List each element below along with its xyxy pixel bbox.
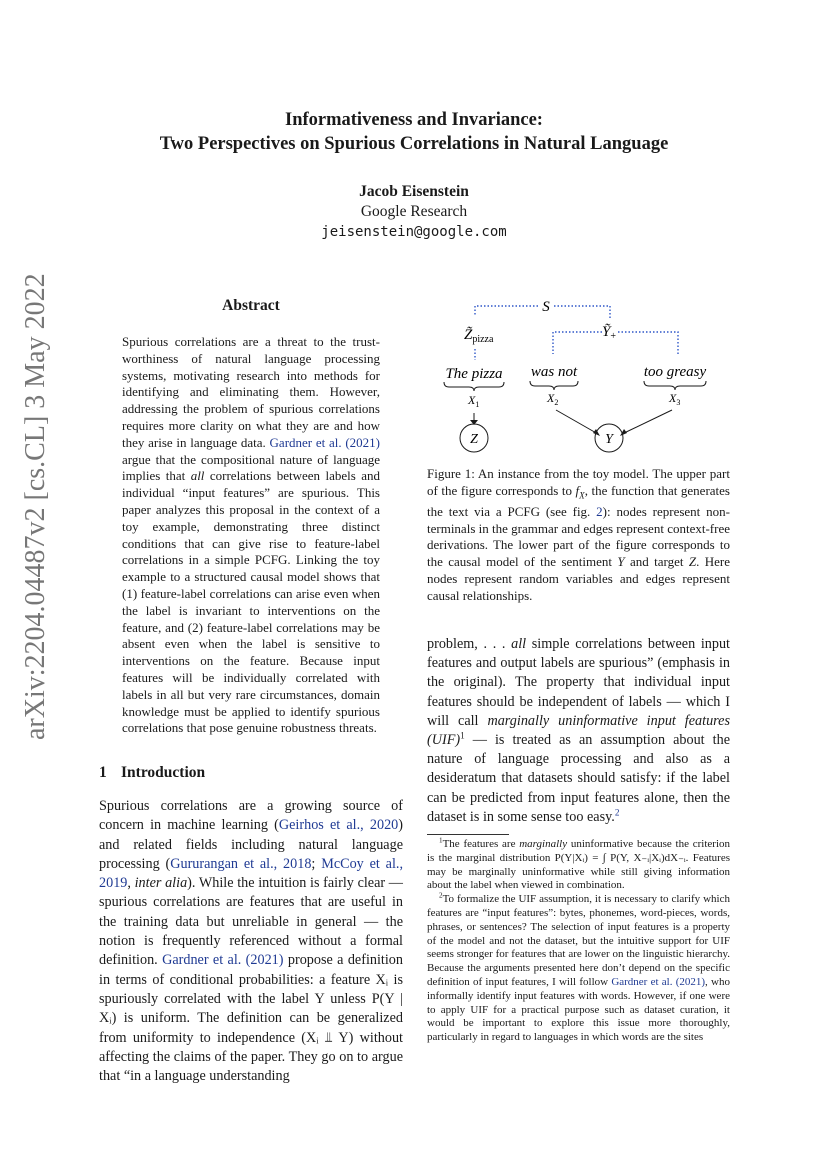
arrowhead-y-left bbox=[593, 429, 600, 436]
footnote-marker[interactable]: 2 bbox=[614, 807, 620, 818]
footnote-2: $^2$To formalize the UIF assumption, it is necessary to clarify which features are “input features”: bytes, phonemes, word-pieces, words, phrases, or sentences? The selection of input features is a property of the model and not the dataset, but the intuitive support for UIF seems stronger for features that are lower on the linguistic hierarchy. Because the arguments presented here don’t depend on the specific definition of input features, I will follow Gardner et al. (2021), who informally identify input features with words. However, if one were to apply UIF for a practical purpose such as dataset curation, it would be important to explore this issue more thoroughly, particularly in regard to languages in which words are the sites bbox=[427, 891, 730, 1044]
label-x1: $X_1$ bbox=[468, 393, 480, 409]
title-line-1: Informativeness and Invariance: bbox=[285, 110, 543, 130]
footnote-marker[interactable]: 1 bbox=[460, 730, 465, 741]
footnotes bbox=[427, 838, 730, 1045]
arxiv-stamp bbox=[4, 130, 56, 750]
phrase-2: was not bbox=[530, 364, 578, 380]
author-affiliation: Google Research bbox=[360, 203, 468, 220]
author-block bbox=[0, 182, 828, 242]
node-z: $Z̃_{pizza}$ bbox=[464, 327, 494, 345]
title-line-2: Two Perspectives on Spurious Correlations in Natural Language bbox=[159, 134, 669, 154]
paper-title bbox=[0, 108, 828, 156]
section-heading: 1 Introduction bbox=[99, 764, 206, 781]
circle-z-label: Z bbox=[470, 432, 478, 447]
citation-link[interactable]: McCoy et al., 2019 bbox=[99, 855, 403, 892]
brace-2 bbox=[530, 381, 578, 390]
brace-1 bbox=[444, 382, 504, 391]
circle-y-label: Y bbox=[605, 432, 613, 447]
node-s: S bbox=[542, 299, 550, 315]
edge-y-x2 bbox=[553, 332, 602, 354]
label-x2: $X_2$ bbox=[547, 391, 559, 407]
edge-s-y bbox=[554, 306, 610, 318]
edge-s-z bbox=[475, 306, 538, 316]
author-name: Jacob Eisenstein bbox=[359, 183, 469, 200]
phrase-1: The pizza bbox=[445, 366, 503, 382]
citation-link[interactable]: Gardner et al. (2021) bbox=[269, 434, 380, 450]
arrow-x2-y bbox=[556, 410, 598, 434]
intro-paragraph: Spurious correlations are a growing source of concern in machine learning (Geirhos et al., 2020) and related fields including natural language processing (Gururangan et al., 2018; McCoy et al., 2019, inter alia). While the intuition is fairly clear — spurious correlations are features that are useful in the training data but unreliable in general — the notion is frequently referenced without a formal definition. Gardner et al. (2021) propose a definition in terms of conditional probabilities: a feature Xᵢ is spuriously correlated with the label Y unless P(Y | Xᵢ) is uniform. The definition can be generalized from uniformity to independence (Xᵢ ⫫ Y) without affecting the claims of the paper. They go on to argue that “in a language understanding bbox=[99, 798, 403, 1085]
phrase-3: too greasy bbox=[643, 364, 707, 380]
brace-3 bbox=[644, 381, 706, 390]
label-x3: $X_3$ bbox=[669, 391, 681, 407]
right-column-paragraph: problem, . . . all simple correlations between input features and output labels are spurious” (emphasis in the original). The property that individual input features should be independent of labels — which I will call marginally uninformative input features (UIF)$^1$ — is treated as an assumption about the nature of language processing and also as a desideratum that datasets should satisfy: if the label can be predicted from input features alone, then the dataset is in some sense too easy.$^2$ bbox=[427, 636, 730, 825]
citation-link[interactable]: Gardner et al. (2021) bbox=[162, 952, 284, 969]
citation-link[interactable]: Gururangan et al., 2018 bbox=[170, 855, 312, 872]
arxiv-id: arXiv:2204.04487v2 [cs.CL] 3 May 2022 bbox=[20, 273, 51, 740]
edge-y-x3 bbox=[618, 332, 678, 356]
footnote-divider bbox=[427, 834, 509, 835]
author-email: jeisenstein@google.com bbox=[321, 224, 507, 240]
citation-link[interactable]: Gardner et al. (2021) bbox=[611, 975, 706, 988]
figure-link[interactable]: 2 bbox=[596, 504, 603, 519]
node-y: Ỹ$_+$ bbox=[602, 324, 616, 342]
figure-caption: Figure 1: An instance from the toy model. The upper part of the figure corresponds to $f_X$, the function that generates the text via a PCFG (see fig. 2): nodes represent non-terminals in the grammar and edges represent context-free derivations. The lower part of the figure corresponds to the causal model of the sentiment Y and target Z. Here nodes represent random variables and edges represent causal relationships. bbox=[427, 466, 730, 603]
arrow-x3-y bbox=[622, 410, 672, 434]
abstract-text: Spurious correlations are a threat to the trustworthiness of natural language processing systems, motivating research into methods for identifying and eliminating them. However, addressing the problem of spurious correlations requires more clarity on what they are and how they arise in language data. Gardner et al. (2021) argue that the compositional nature of language implies that all correlations between labels and individual “input features” are spurious. This paper analyzes this proposal in the context of a toy example, demonstrating three distinct conditions that can give rise to feature-label correlations in a simple PCFG. Linking the toy example to a structured causal model shows that (1) feature-label correlations can arise even when the label is invariant to interventions on the feature, and (2) feature-label correlations may be absent even when the label is sensitive to interventions on the feature. Because input features will be individually correlated with labels in all but very rare circumstances, domain knowledge must be applied to identify spurious correlations that pose genuine robustness threats. bbox=[122, 334, 380, 736]
abstract-heading: Abstract bbox=[222, 297, 280, 314]
citation-link[interactable]: Geirhos et al., 2020 bbox=[278, 817, 399, 834]
footnote-1: $^1$The features are marginally uninformative because the criterion is the marginal distribution P(Y|Xᵢ) = ∫ P(Y, X₋ᵢ|Xᵢ)dX₋ᵢ. Features may be marginally uninformative while still giving information about the label when viewed in combination. bbox=[427, 836, 731, 892]
figure-1 bbox=[420, 292, 740, 462]
